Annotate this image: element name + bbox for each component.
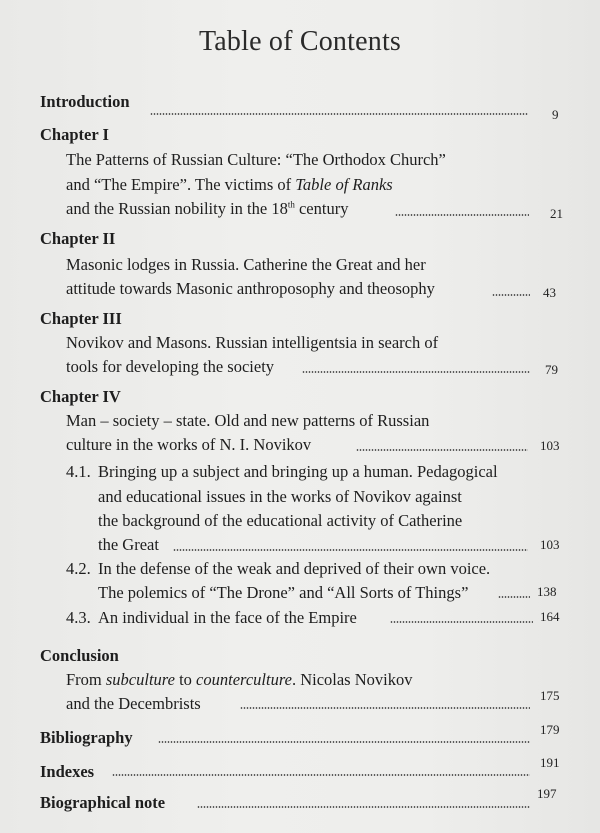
page-number: 197 <box>537 786 557 801</box>
section-number: 4.1. <box>66 462 91 481</box>
page-number: 103 <box>540 438 560 453</box>
entry-text: tools for developing the society <box>66 357 275 376</box>
page-number: 103 <box>540 537 560 552</box>
section-number: 4.3. <box>66 608 91 627</box>
leader-dots <box>302 371 530 373</box>
leader-dots <box>240 707 530 709</box>
chapter-heading: Chapter II <box>40 229 116 248</box>
page-number: 179 <box>540 722 560 737</box>
toc-indexes: Indexes <box>40 762 95 781</box>
chapter-heading: Conclusion <box>40 646 119 665</box>
leader-dots <box>498 596 530 598</box>
leader-dots <box>150 113 528 115</box>
page-title: Table of Contents <box>198 26 402 57</box>
entry-text: culture in the works of N. I. Novikov <box>66 435 312 454</box>
entry-text: The polemics of “The Drone” and “All Sorts of Things” <box>98 583 469 602</box>
entry-text: Bringing up a subject and bringing up a human. Pedagogical <box>98 462 498 481</box>
chapter-heading: Chapter I <box>40 125 109 144</box>
chapter-heading: Chapter III <box>40 309 122 328</box>
page-number: 164 <box>540 609 560 624</box>
page-number: 79 <box>545 362 558 377</box>
leader-dots <box>173 549 528 551</box>
entry-text: and the Russian nobility in the 18th century <box>66 199 349 218</box>
entry-text: Masonic lodges in Russia. Catherine the Great and her <box>66 255 426 274</box>
entry-text: attitude towards Masonic anthroposophy and theosophy <box>66 279 435 298</box>
leader-dots <box>395 214 529 216</box>
entry-text: Man – society – state. Old and new patterns of Russian <box>66 411 430 430</box>
leader-dots <box>197 806 530 808</box>
page-number: 191 <box>540 755 560 770</box>
leader-dots <box>112 774 530 776</box>
toc-biographical-note: Biographical note <box>40 793 166 812</box>
entry-text: An individual in the face of the Empire <box>98 608 357 627</box>
page-number: 138 <box>537 584 557 599</box>
page-number: 43 <box>543 285 556 300</box>
section-number: 4.2. <box>66 559 91 578</box>
leader-dots <box>492 294 530 296</box>
page-number: 21 <box>550 206 563 221</box>
leader-dots <box>390 621 533 623</box>
entry-text: Novikov and Masons. Russian intelligentsia in search of <box>66 333 439 352</box>
toc-introduction: Introduction <box>40 92 130 111</box>
toc-bibliography: Bibliography <box>40 728 133 747</box>
entry-text: The Patterns of Russian Culture: “The Orthodox Church” <box>66 150 446 169</box>
entry-text: and educational issues in the works of Novikov against <box>98 487 462 506</box>
entry-text: and the Decembrists <box>66 694 201 713</box>
entry-text: the Great <box>98 535 159 554</box>
leader-dots <box>356 449 528 451</box>
entry-text: From subculture to counterculture. Nicolas Novikov <box>66 670 413 689</box>
entry-text: and “The Empire”. The victims of Table of Ranks <box>66 175 393 194</box>
entry-text: In the defense of the weak and deprived of their own voice. <box>98 559 491 578</box>
page-number: 175 <box>540 688 560 703</box>
entry-text: the background of the educational activity of Catherine <box>98 511 463 530</box>
page-number: 9 <box>552 107 559 122</box>
chapter-heading: Chapter IV <box>40 387 121 406</box>
leader-dots <box>158 741 530 743</box>
